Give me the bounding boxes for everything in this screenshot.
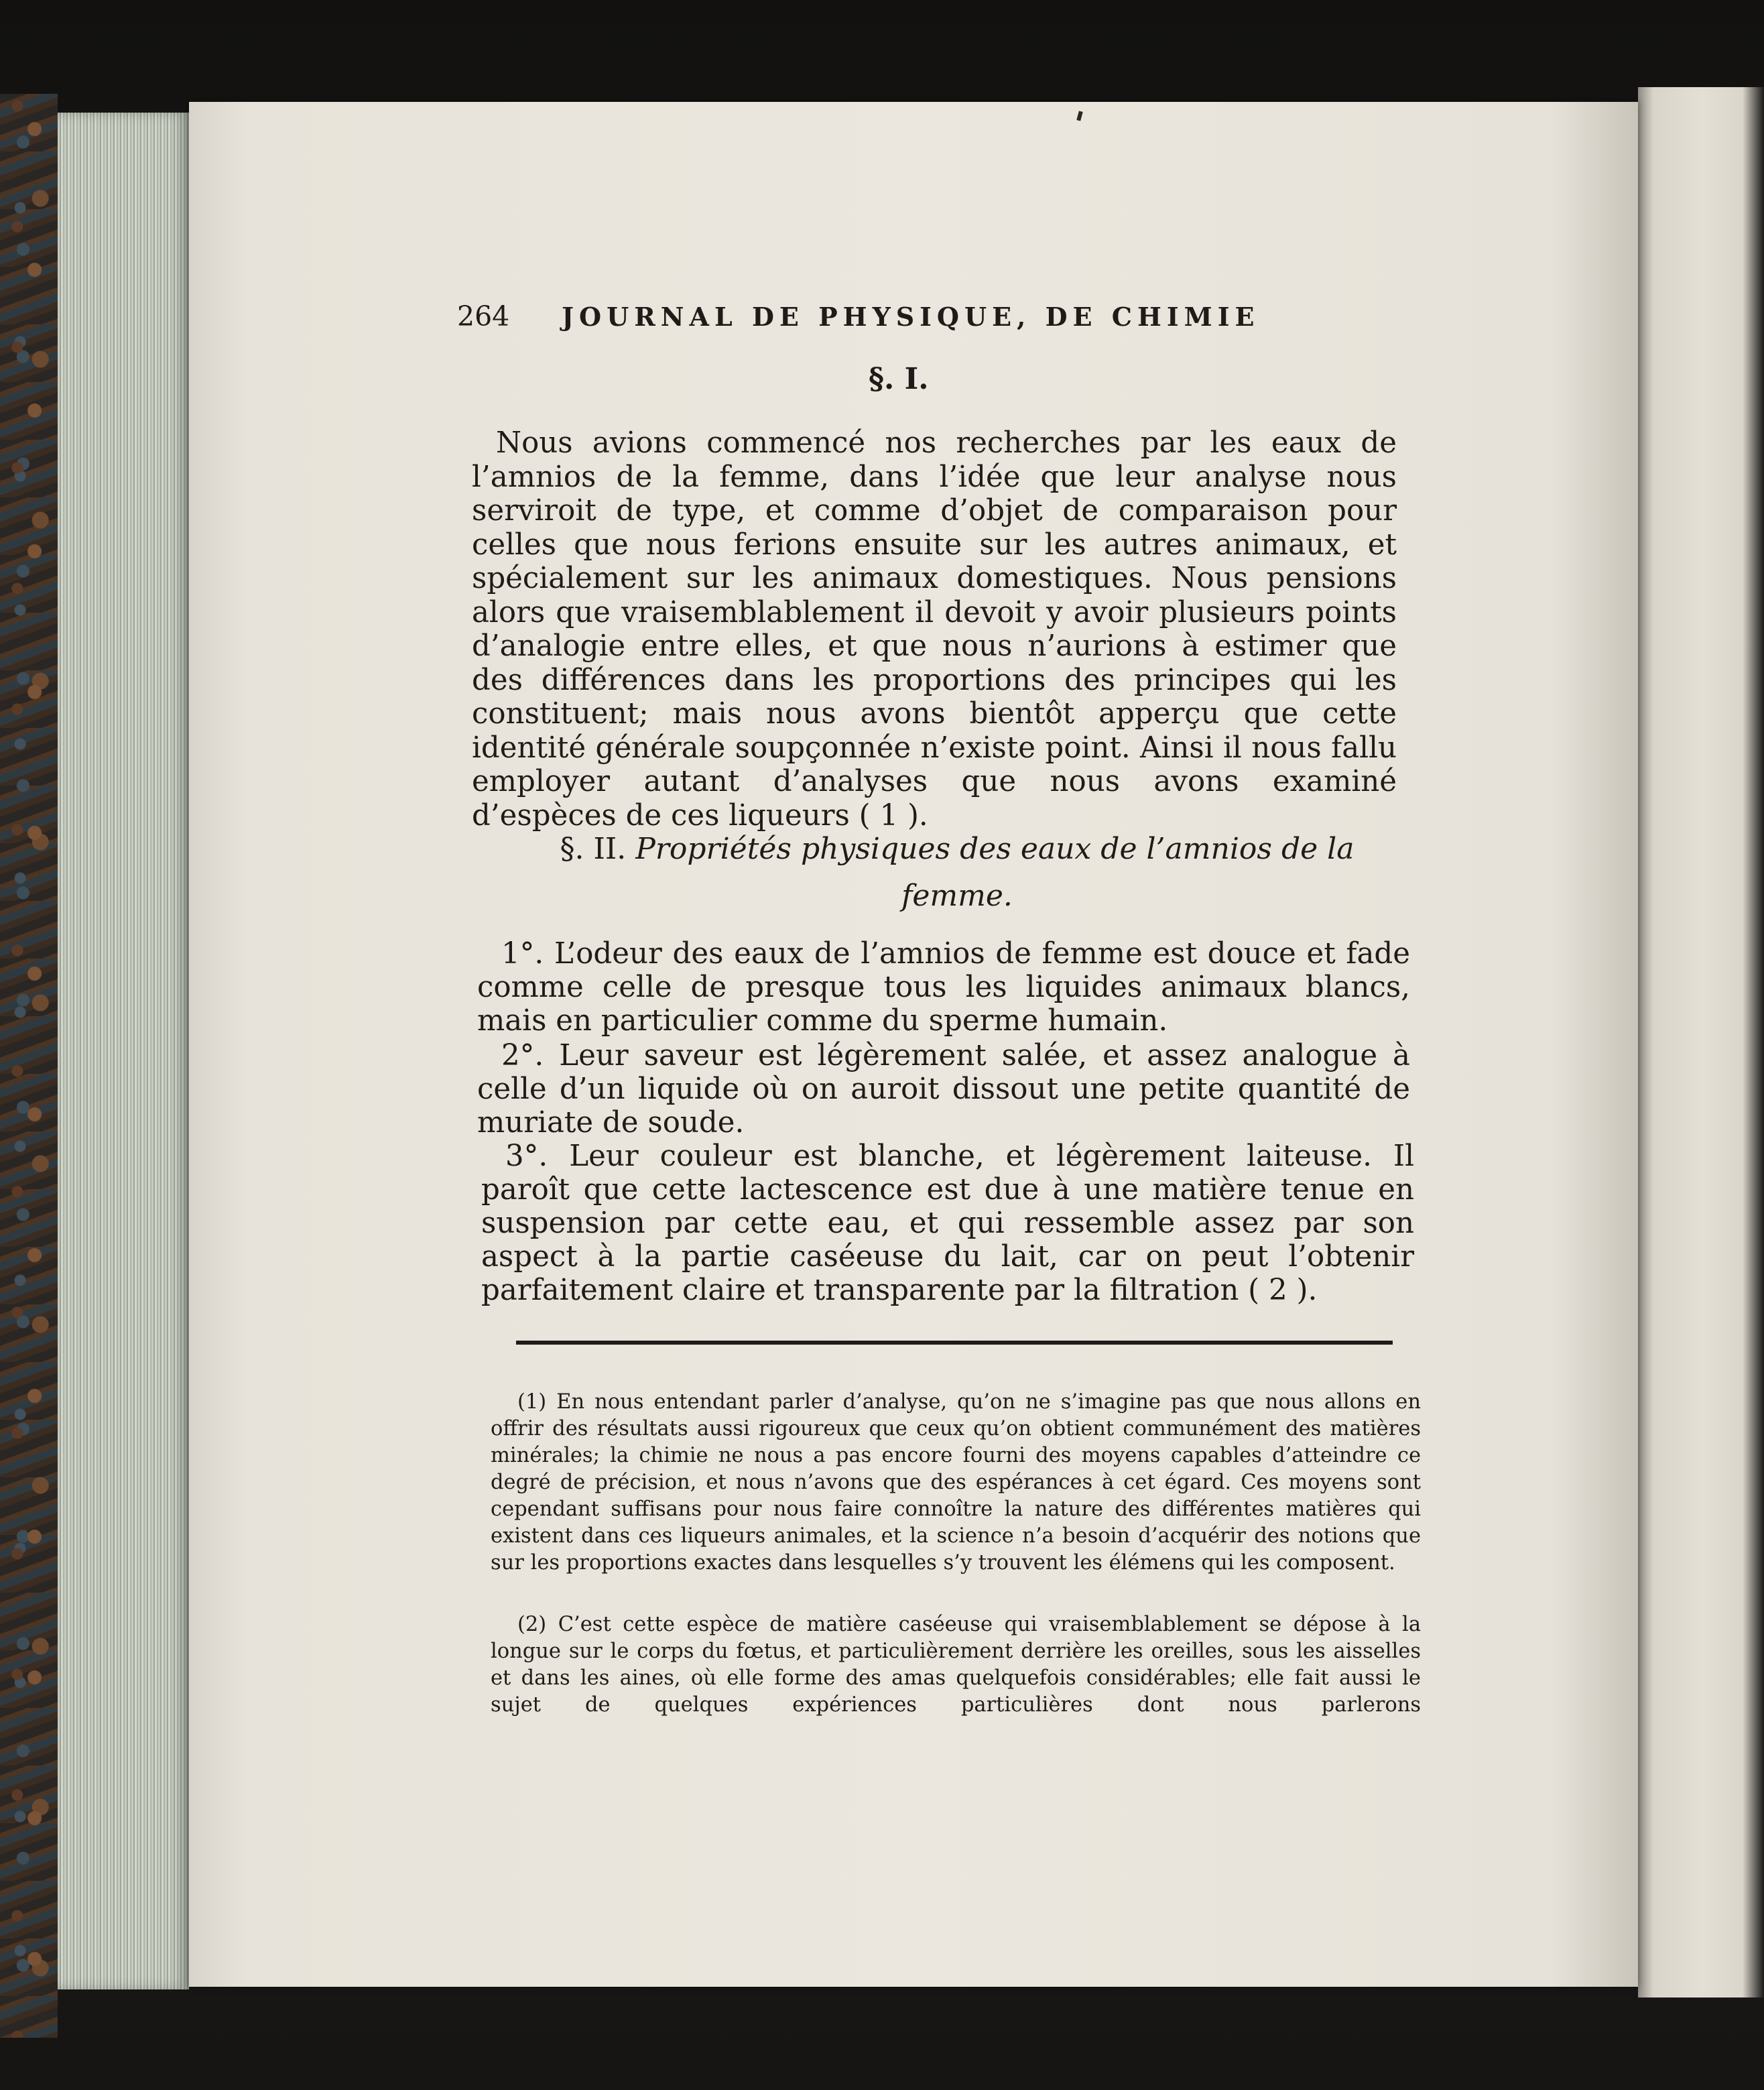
footnote-2: (2) C’est cette espèce de matière caséeuse qui vraisemblablement se dépose à la longue sur le corps du fœtus, et particulièrement derrière les oreilles, sous les aisselles et dans les aines, où elle forme des amas quelquefois considérables; elle fait aussi le sujet de quelques expériences particulières dont nous parlerons (491, 1613, 1421, 1717)
property-item-taste: 2°. Leur saveur est légèrement salée, et assez analogue à celle d’un liquide où on auroit dissout une petite quantité de muriate de soude. (477, 1039, 1410, 1140)
section-2-number: §. II. (560, 832, 627, 866)
property-item-odour: 1°. L’odeur des eaux de l’amnios de femme est douce et fade comme celle de presque tous les liquides animaux blancs, mais en particulier comme du sperme humain. (477, 937, 1410, 1038)
footnote-1: (1) En nous entendant parler d’analyse, qu’on ne s’imagine pas que nous allons en offrir des résultats aussi rigoureux que ceux qu’on obtient communément des matières minérales; la chimie ne nous a pas encore fourni des moyens capables d’atteindre ce degré de précision, et nous n’avons que des espérances à cet égard. Ces moyens sont cependant suffisans pour nous faire connoître la nature des différentes matières qui existent dans ces liqueurs animales, et la science n’a besoin d’acquérir des notions que sur les proportions exactes dans lesquelles s’y trouvent les élémens qui les composent. (491, 1390, 1421, 1575)
section-heading-2 (508, 826, 1406, 920)
facing-page-shadow (1743, 87, 1764, 1997)
running-head (457, 300, 1288, 341)
section-1-paragraph: Nous avions commencé nos recherches par les eaux de l’amnios de la femme, dans l’idée que leur analyse nous serviroit de type, et comme d’objet de comparaison pour celles que nous ferions ensuite sur les autres animaux, et spécialement sur les animaux domestiques. Nous pensions alors que vraisemblablement il devoit y avoir plusieurs points d’analogie entre elles, et que nous n’aurions à estimer que des différences dans les proportions des principes qui les constituent; mais nous avons bientôt apperçu que cette identité générale soupçonnée n’existe point. Ainsi il nous fallu employer autant d’analyses que nous avons examiné d’espèces de ces liqueurs ( 1 ). (472, 426, 1397, 833)
section-2-title: Propriétés physiques des eaux de l’amnios de la femme. (635, 832, 1354, 913)
footnote-divider (516, 1341, 1393, 1345)
page-stack-edge (58, 113, 189, 1989)
page-number: 264 (457, 300, 510, 332)
property-item-colour: 3°. Leur couleur est blanche, et légèrement laiteuse. Il paroît que cette lactescence est due à une matière tenue en suspension par cette eau, et qui ressemble assez par son aspect à la partie caséeuse du lait, car on peut l’obtenir parfaitement claire et transparente par la filtration ( 2 ). (481, 1140, 1414, 1307)
marbled-cover-edge (0, 94, 58, 2038)
section-heading-1: §. I. (869, 362, 929, 396)
journal-title: JOURNAL DE PHYSIQUE, DE CHIMIE (562, 302, 1260, 332)
